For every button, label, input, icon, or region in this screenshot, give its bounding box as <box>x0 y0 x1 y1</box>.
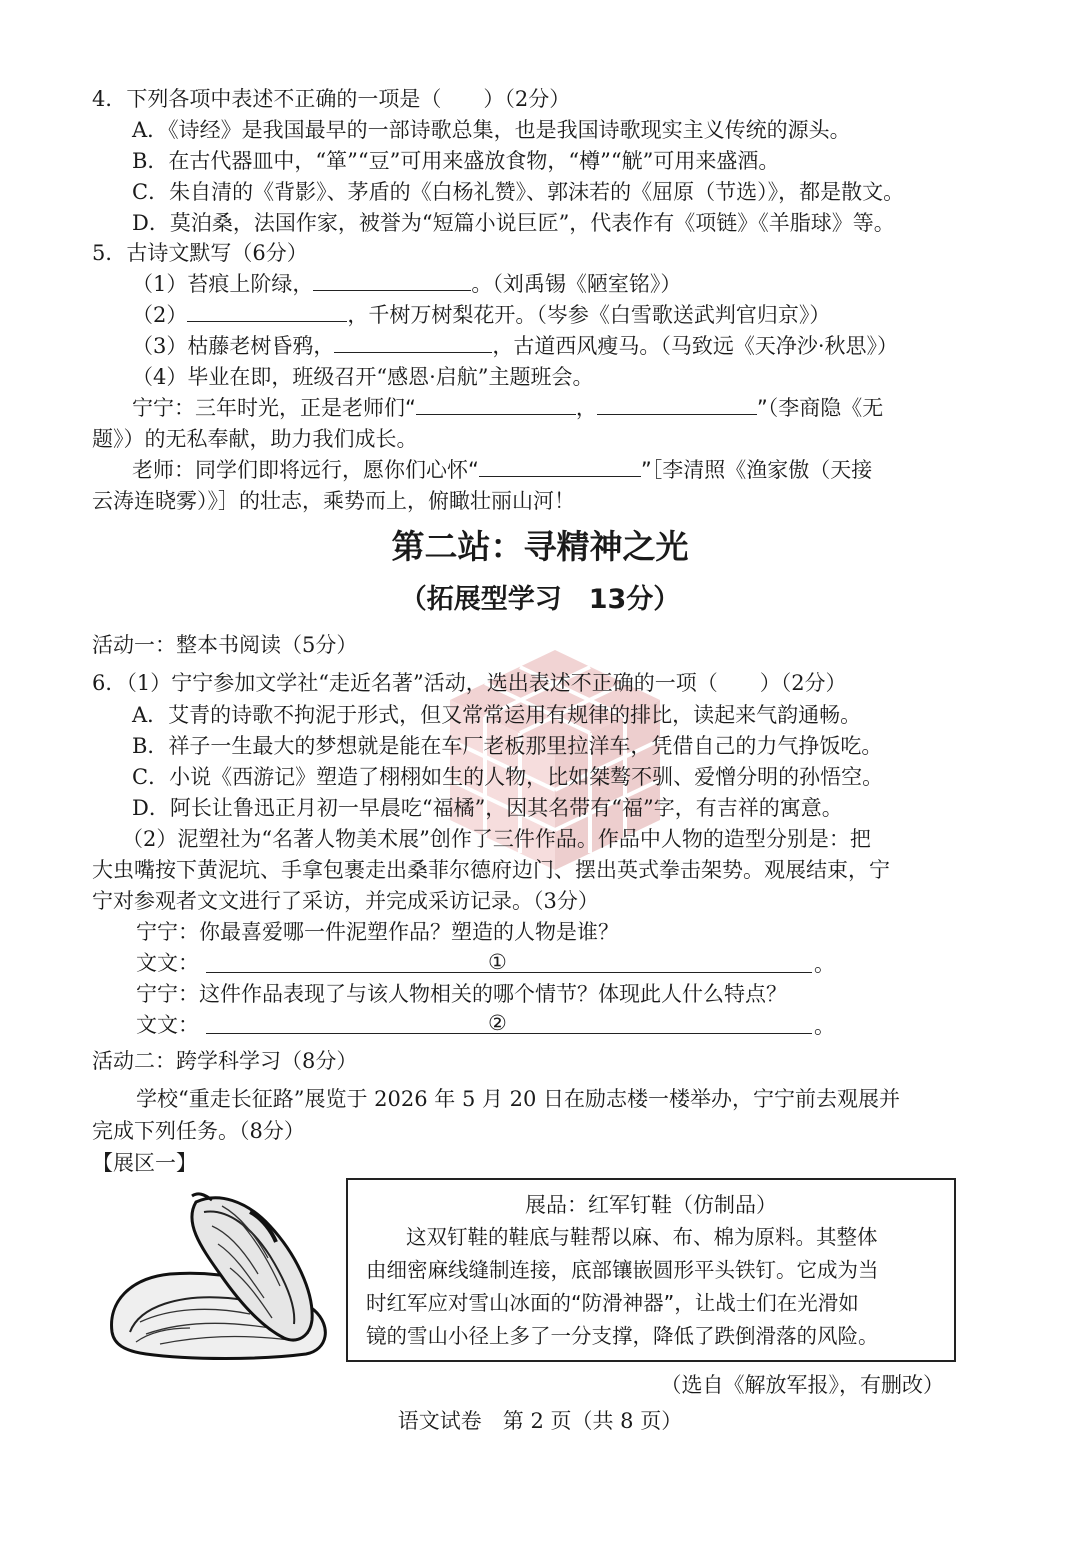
q4-option-a: A．《诗经》是我国最早的一部诗歌总集，也是我国诗歌现实主义传统的源头。 <box>132 118 851 142</box>
q5-ningning-blank-2[interactable] <box>597 394 757 415</box>
exhibit-text-3: 时红军应对雪山冰面的“防滑神器”，让战士们在光滑如 <box>366 1291 859 1315</box>
q6-answer1-marker: ① <box>488 950 507 974</box>
q6-option-c: C．小说《西游记》塑造了栩栩如生的人物，比如桀骜不驯、爱憎分明的孙悟空。 <box>132 765 884 789</box>
q5-ningning-source: ”（李商隐《无 <box>756 396 884 420</box>
q4-option-b: B．在古代器皿中，“箪”“豆”可用来盛放食物，“樽”“觥”可用来盛酒。 <box>132 149 780 173</box>
activity2-title: 活动二：跨学科学习（8分） <box>92 1049 358 1073</box>
q5-item3-text: （3）枯藤老树昏鸦， <box>132 334 335 358</box>
q5-item2-blank[interactable] <box>187 301 347 322</box>
exhibit-text-4: 镜的雪山小径上多了一分支撑，降低了跌倒滑落的风险。 <box>366 1324 879 1348</box>
q5-item2-source: ，千树万树梨花开。（岑参《白雪歌送武判官归京》） <box>347 303 831 327</box>
q6-answer1-period: 。 <box>814 952 835 976</box>
q6-ask2: 宁宁：这件作品表现了与该人物相关的哪个情节？体现此人什么特点？ <box>136 982 787 1006</box>
q6-answer1-line[interactable] <box>206 972 812 973</box>
q5-teacher <box>132 455 1012 485</box>
q5-ningning-cont: 题》）的无私奉献，助力我们成长。 <box>92 427 418 451</box>
q6-2-line2: 大虫嘴按下黄泥坑、手拿包裹走出桑菲尔德府边门、摆出英式拳击架势。观展结束，宁 <box>92 858 890 882</box>
section-subtitle: （拓展型学习 13分） <box>399 584 681 615</box>
q4-stem: 4．下列各项中表述不正确的一项是（ ）（2分） <box>92 87 571 111</box>
exhibit-zone-label: 【展区一】 <box>92 1151 197 1175</box>
q5-teacher-text: 老师：同学们即将远行，愿你们心怀“ <box>132 458 479 482</box>
q5-item2 <box>132 300 1012 330</box>
q5-item3-source: ，古道西风瘦马。（马致远《天净沙·秋思》） <box>492 334 899 358</box>
q6-answer2-marker: ② <box>488 1011 507 1035</box>
q6-ask1: 宁宁：你最喜爱哪一件泥塑作品？塑造的人物是谁？ <box>136 920 619 944</box>
q5-item2-text: （2） <box>132 303 188 327</box>
q6-stem: 6．（1）宁宁参加文学社“走近名著”活动，选出表述不正确的一项（ ）（2分） <box>92 671 847 695</box>
q5-item4: （4）毕业在即，班级召开“感恩·启航”主题班会。 <box>132 365 594 389</box>
q5-item3 <box>132 331 1012 361</box>
section-title: 第二站：寻精神之光 <box>391 527 689 566</box>
q6-option-d: D．阿长让鲁迅正月初一早晨吃“福橘”，因其名带有“福”字，有吉祥的寓意。 <box>132 796 843 820</box>
q6-2-line3: 宁对参观者文文进行了采访，并完成采访记录。（3分） <box>92 889 599 913</box>
q6-option-b: B．祥子一生最大的梦想就是能在车厂老板那里拉洋车，凭借自己的力气挣饭吃。 <box>132 734 883 758</box>
q4-option-c: C．朱自清的《背影》、茅盾的《白杨礼赞》、郭沫若的《屈原（节选）》，都是散文。 <box>132 180 905 204</box>
q6-2-line1: （2）泥塑社为“名著人物美术展”创作了三件作品。作品中人物的造型分别是：把 <box>122 827 871 851</box>
activity2-intro-1: 学校“重走长征路”展览于 2026 年 5 月 20 日在励志楼一楼举办，宁宁前去观展并 <box>136 1087 901 1111</box>
q6-answer2-period: 。 <box>814 1014 835 1038</box>
q6-option-a: A．艾青的诗歌不拘泥于形式，但又常常运用有规律的排比，读起来气韵通畅。 <box>132 703 862 727</box>
q5-item3-blank[interactable] <box>334 332 492 353</box>
page-footer: 语文试卷 第 2 页（共 8 页） <box>397 1409 683 1433</box>
q5-teacher-blank[interactable] <box>479 456 641 477</box>
q6-answer1-label: 文文： <box>136 951 199 975</box>
q6-answer2-label: 文文： <box>136 1013 199 1037</box>
q5-stem: 5．古诗文默写（6分） <box>92 241 308 265</box>
q5-ningning-text: 宁宁：三年时光，正是老师们“ <box>132 396 416 420</box>
q5-teacher-source: ”［李清照《渔家傲（天接 <box>640 458 873 482</box>
q6-answer2-line[interactable] <box>206 1033 812 1034</box>
exhibit-card <box>346 1178 956 1362</box>
activity2-intro-2: 完成下列任务。（8分） <box>92 1119 305 1143</box>
red-army-shoes-image <box>100 1182 336 1368</box>
q5-teacher-cont: 云涛连晓雾）》］的壮志，乘势而上，俯瞰壮丽山河！ <box>92 489 575 513</box>
q4-option-d: D．莫泊桑，法国作家，被誉为“短篇小说巨匠”，代表作有《项链》《羊脂球》等。 <box>132 211 895 235</box>
exhibit-title: 展品：红军钉鞋（仿制品） <box>525 1193 777 1217</box>
q5-item1-text: （1）苔痕上阶绿， <box>132 272 314 296</box>
exhibit-text-1: 这双钉鞋的鞋底与鞋帮以麻、布、棉为原料。其整体 <box>406 1225 878 1249</box>
q5-ningning-comma: ， <box>575 396 597 420</box>
q5-item1-blank[interactable] <box>313 270 471 291</box>
q5-item1 <box>132 269 1012 299</box>
q5-ningning <box>132 393 1012 423</box>
q5-item1-source: 。（刘禹锡《陋室铭》） <box>471 272 682 296</box>
exhibit-text-2: 由细密麻线缝制连接，底部镶嵌圆形平头铁钉。它成为当 <box>366 1258 879 1282</box>
activity1-title: 活动一：整本书阅读（5分） <box>92 633 358 657</box>
q5-ningning-blank-1[interactable] <box>416 394 576 415</box>
exhibit-source: （选自《解放军报》，有删改） <box>660 1373 944 1397</box>
